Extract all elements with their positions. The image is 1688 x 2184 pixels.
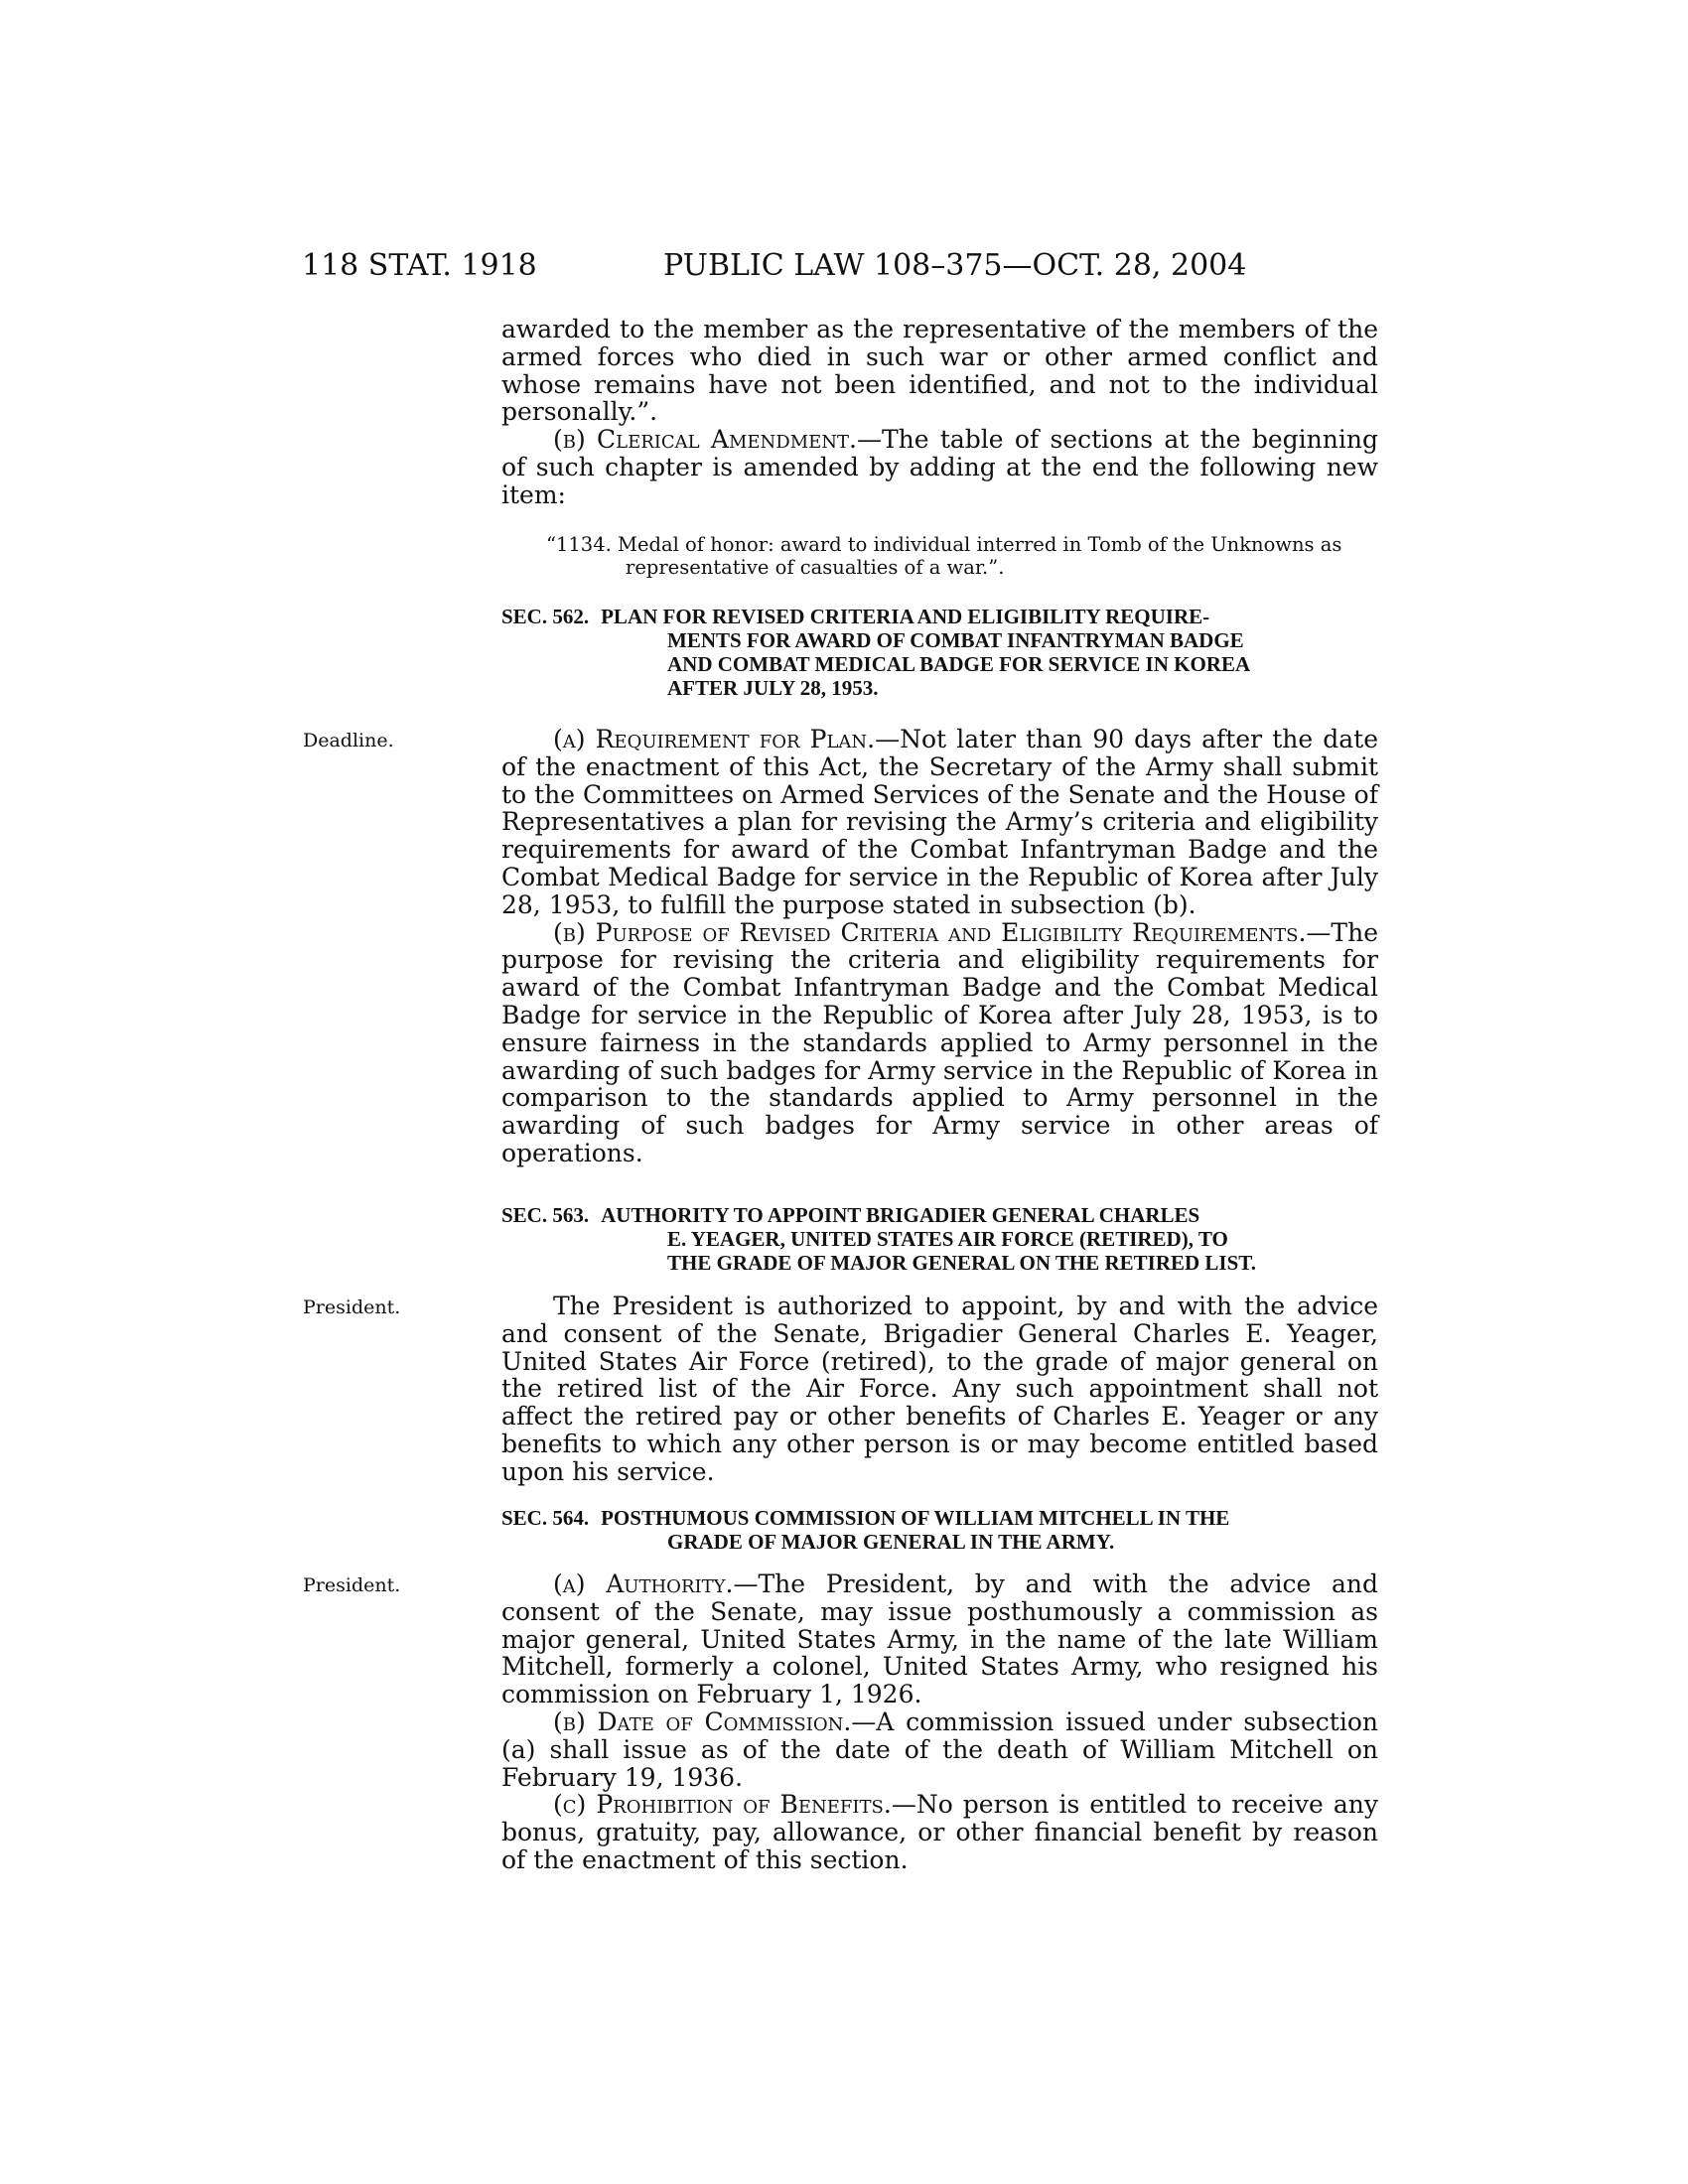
clerical-amendment-label: (b) Clerical Amendment.	[553, 425, 857, 455]
sec-564-a-label: (a) Authority.	[553, 1570, 734, 1598]
sec-562-heading-line-1: PLAN FOR REVISED CRITERIA AND ELIGIBILITY REQUIRE-	[601, 605, 1210, 628]
sec-564-b-text: —A commission issued under subsection (a) shall issue as of the date of the death of William Mitchell on February 19, 1936.	[501, 1706, 1378, 1792]
sec-562-number: SEC. 562.	[501, 605, 590, 628]
sec-563-number: SEC. 563.	[501, 1203, 590, 1227]
margin-note-president-2: President.	[303, 1574, 401, 1596]
sec-563-heading-line-2: E. YEAGER, UNITED STATES AIR FORCE (RETIRED), TO	[667, 1227, 1228, 1251]
sec-564-subsection-c	[501, 1791, 1378, 1873]
sec-563-body	[501, 1293, 1378, 1486]
sec-564-heading-line-2: GRADE OF MAJOR GENERAL IN THE ARMY.	[667, 1530, 1115, 1554]
item-line-1: “1134. Medal of honor: award to individual interred in Tomb of the Unknowns as	[546, 533, 1342, 556]
sec-563-heading-line-1: AUTHORITY TO APPOINT BRIGADIER GENERAL CHARLES	[601, 1203, 1200, 1227]
sec-563-heading	[501, 1203, 1378, 1275]
continued-paragraph: awarded to the member as the representative of the members of the armed forces who died in such war or other armed conflict and whose remains have not been identified, and not to the individual personally.”.	[501, 315, 1378, 427]
margin-note-deadline: Deadline.	[303, 730, 394, 751]
sec-562-body	[501, 726, 1378, 1167]
sec-562-subsection-a	[501, 726, 1378, 919]
margin-note-president-1: President.	[303, 1297, 401, 1318]
page-header	[302, 248, 1378, 288]
sec-564-c-label: (c) Prohibition of Benefits.	[553, 1790, 892, 1820]
sec-564-number: SEC. 564.	[501, 1506, 590, 1530]
sec-562-subsection-b	[501, 919, 1378, 1167]
sec-564-subsection-a	[501, 1570, 1378, 1708]
sec-562-a-text: —Not later than 90 days after the date of the enactment of this Act, the Secretary of the Army shall submit to the Committees on Armed Services of the Senate and the House of Representatives a plan for revising the Army’s criteria and eligibility requirements for award of the Combat Infantryman Badge and the Combat Medical Badge for service in the Republic of Korea after July 28, 1953, to fulfill the purpose stated in subsection (b).	[501, 725, 1379, 919]
sec-564-b-label: (b) Date of Commission.	[553, 1706, 852, 1736]
sec-564-subsection-b	[501, 1708, 1378, 1791]
table-of-sections-item	[501, 533, 1378, 579]
opening-block	[501, 316, 1378, 509]
item-line-2: representative of casualties of a war.”.	[626, 556, 1005, 579]
sec-562-b-text: —The purpose for revising the criteria and eligibility requirements for award of the Combat Infantryman Badge and the Combat Medical Badge for service in the Republic of Korea after July 28, 1953, is to ensure fairness in the standards applied to Army personnel in the awarding of such badges for Army service in the Republic of Korea in comparison to the standards applied to Army personnel in the awarding of such badges for Army service in other areas of operations.	[501, 917, 1378, 1167]
sec-562-b-label: (b) Purpose of Revised Criteria and Eligibility Requirements.	[553, 917, 1307, 947]
sec-563-text: The President is authorized to appoint, by and with the advice and consent of the Senate, Brigadier General Charles E. Yeager, United States Air Force (retired), to the grade of major general on the retired list of the Air Force. Any such appointment shall not affect the retired pay or other benefits of Charles E. Yeager or any benefits to which any other person is or may become entitled based upon his service.	[501, 1292, 1378, 1486]
clerical-amendment-text: —The table of sections at the beginning of such chapter is amended by adding at the end the following new item:	[501, 425, 1378, 509]
sec-562-heading-line-2: MENTS FOR AWARD OF COMBAT INFANTRYMAN BADGE	[667, 628, 1244, 652]
sec-564-heading-line-1: POSTHUMOUS COMMISSION OF WILLIAM MITCHELL IN THE	[601, 1506, 1230, 1530]
sec-562-heading	[501, 605, 1378, 700]
sec-564-c-text: —No person is entitled to receive any bonus, gratuity, pay, allowance, or other financial benefit by reason of the enactment of this section.	[501, 1790, 1378, 1874]
sec-562-heading-line-3: AND COMBAT MEDICAL BADGE FOR SERVICE IN KOREA	[667, 652, 1251, 676]
sec-564-heading	[501, 1506, 1378, 1554]
clerical-amendment-paragraph	[501, 426, 1378, 508]
sec-562-heading-line-4: AFTER JULY 28, 1953.	[667, 676, 879, 700]
sec-564-a-text: —The President, by and with the advice and consent of the Senate, may issue posthumously a commission as major general, United States Army, in the name of the late William Mitchell, formerly a colonel, United States Army, who resigned his commission on February 1, 1926.	[501, 1570, 1379, 1709]
sec-563-heading-line-3: THE GRADE OF MAJOR GENERAL ON THE RETIRED LIST.	[667, 1251, 1256, 1275]
public-law-citation: PUBLIC LAW 108–375—OCT. 28, 2004	[663, 248, 1247, 283]
statute-page-number: 118 STAT. 1918	[302, 248, 537, 283]
sec-564-body	[501, 1570, 1378, 1874]
sec-562-a-label: (a) Requirement for Plan.	[553, 725, 876, 753]
